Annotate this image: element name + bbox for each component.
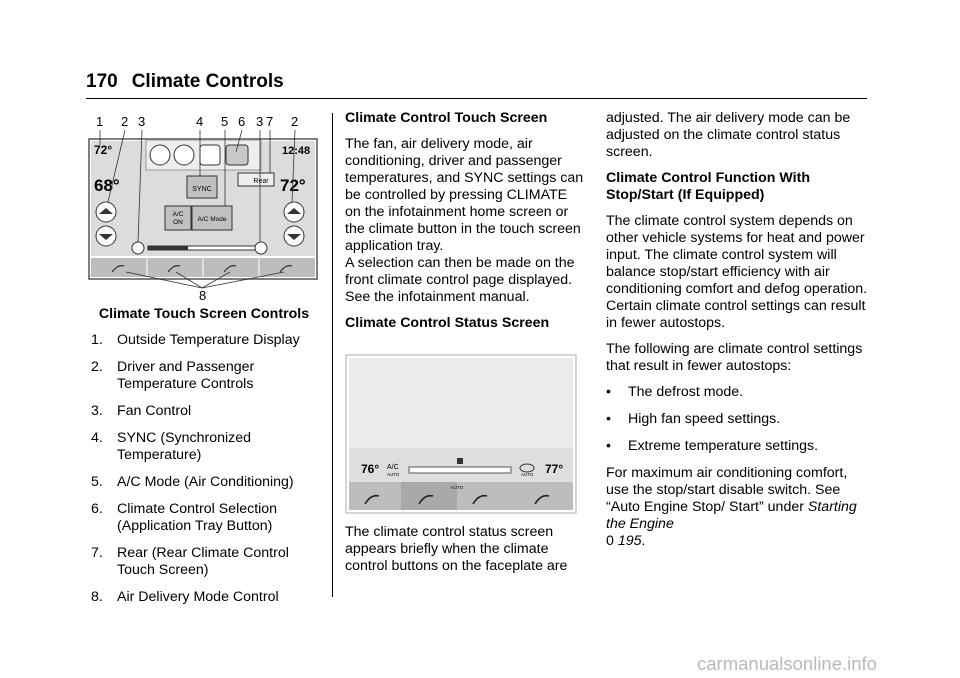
- page-ref-symbol: 0: [606, 533, 614, 549]
- status-right-temp: 77°: [545, 462, 564, 476]
- page-title: Climate Controls: [131, 71, 284, 92]
- paragraph: The fan, air delivery mode, air conditioning, driver and passenger temperatures, and SYNC settings can be controlled by pressing CLIMATE on the infotainment home screen or the climate button in the touch screen application tray.: [345, 136, 584, 254]
- callout-8: 8: [199, 288, 207, 302]
- list-number: 1.: [91, 332, 103, 348]
- ac-label: A/C: [172, 211, 184, 218]
- list-number: 6.: [91, 501, 103, 517]
- figure-caption: Climate Touch Screen Controls: [98, 306, 310, 322]
- cross-reference-title: Starting the Engine: [606, 499, 857, 532]
- bullet-item: [606, 384, 868, 401]
- callout-1: 1: [96, 114, 104, 129]
- list-text: Fan Control: [117, 403, 192, 419]
- status-left-temp: 76°: [361, 462, 380, 476]
- status-ac-auto: AUTO: [387, 472, 400, 477]
- climate-touch-screen-figure: [86, 110, 322, 302]
- column-2: [345, 110, 585, 584]
- section-heading: Climate Control Status Screen: [345, 315, 550, 331]
- callout-2: 2: [121, 114, 129, 129]
- list-item: [86, 474, 322, 491]
- paragraph: The climate control status screen appears briefly when the climate control buttons on the faceplate are: [345, 524, 568, 574]
- paragraph: A selection can then be made on the front climate control page displayed. See the infotainment manual.: [345, 255, 575, 305]
- header-rule: [86, 98, 867, 99]
- list-text: A/C Mode (Air Conditioning): [117, 474, 294, 490]
- list-item: [86, 545, 322, 579]
- paragraph: [606, 465, 868, 550]
- column-3: [606, 110, 868, 559]
- callout-5: 5: [221, 114, 229, 129]
- bullet-dot: •: [606, 384, 611, 400]
- clock: 12:48: [282, 145, 311, 157]
- callout-2b: 2: [291, 114, 299, 129]
- callout-3b: 3: [256, 114, 264, 129]
- bullet-item: [606, 438, 868, 455]
- status-ac-label: A/C: [387, 464, 399, 471]
- bullet-item: [606, 411, 868, 428]
- app-icon-1: [150, 145, 170, 165]
- fan-down-button: [132, 242, 144, 254]
- paragraph-end: .: [641, 533, 646, 549]
- paragraph: The climate control system depends on other vehicle systems for heat and power input. The climate control system will balance stop/start efficiency with air conditioning comfort and defog operation. Certain climate control settings can result in fewer autostops.: [606, 213, 868, 331]
- status-right-auto: AUTO: [521, 472, 534, 477]
- paragraph-text: For maximum air conditioning comfort, use the stop/start disable switch. See “Auto Engine Stop/ Start” under: [606, 465, 848, 515]
- callout-4: 4: [196, 114, 204, 129]
- list-item: [86, 359, 322, 393]
- bullet-dot: •: [606, 411, 611, 427]
- callout-3: 3: [138, 114, 146, 129]
- list-number: 5.: [91, 474, 103, 490]
- column-1: [86, 110, 322, 616]
- list-text: SYNC (Synchronized Temperature): [117, 430, 252, 463]
- status-fan-icon: [457, 458, 463, 464]
- passenger-temp: 72°: [280, 176, 306, 195]
- status-center-auto: AUTO: [450, 485, 464, 490]
- bullet-text: The defrost mode.: [628, 384, 744, 400]
- page-ref-link[interactable]: 195: [617, 533, 642, 549]
- globe-icon: [174, 145, 194, 165]
- list-item: [86, 589, 322, 606]
- watermark: carmanualsonline.info: [697, 653, 877, 674]
- paragraph: The following are climate control settings that result in fewer autostops:: [606, 341, 863, 374]
- list-text: Driver and Passenger Temperature Controls: [117, 359, 255, 392]
- list-item: [86, 403, 322, 420]
- bullet-text: Extreme temperature settings.: [628, 438, 819, 454]
- status-screen-body: [349, 358, 573, 448]
- ac-mode-label: A/C Mode: [197, 216, 227, 223]
- page-header: [86, 71, 284, 93]
- section-heading: Climate Control Touch Screen: [345, 110, 548, 126]
- outside-temp: 72°: [94, 143, 113, 157]
- fan-up-button: [255, 242, 267, 254]
- phone-icon: [200, 145, 220, 165]
- list-number: 4.: [91, 430, 103, 446]
- column-divider: [332, 113, 333, 597]
- section-heading: Climate Control Function With Stop/Start (If Equipped): [606, 170, 810, 203]
- list-number: 7.: [91, 545, 103, 561]
- callout-7: 7: [266, 114, 274, 129]
- list-text: Climate Control Selection (Application Tray Button): [117, 501, 278, 534]
- list-number: 3.: [91, 403, 103, 419]
- list-item: [86, 430, 322, 464]
- list-text: Rear (Rear Climate Control Touch Screen): [117, 545, 289, 578]
- page-number: 170: [86, 71, 118, 92]
- status-screen-figure: [345, 354, 577, 514]
- ac-on-label: ON: [173, 219, 183, 226]
- callout-6: 6: [238, 114, 246, 129]
- list-item: [86, 501, 322, 535]
- list-number: 8.: [91, 589, 103, 605]
- bullet-dot: •: [606, 438, 611, 454]
- rear-label: Rear: [253, 178, 269, 185]
- sync-label: SYNC: [192, 186, 212, 193]
- paragraph: adjusted. The air delivery mode can be adjusted on the climate control status screen.: [606, 110, 851, 160]
- status-fan-bar: [409, 467, 511, 473]
- driver-temp: 68°: [94, 176, 120, 195]
- bullet-text: High fan speed settings.: [628, 411, 781, 427]
- ac-button: [165, 206, 191, 230]
- list-text: Outside Temperature Display: [117, 332, 300, 348]
- list-item: [86, 332, 322, 349]
- list-number: 2.: [91, 359, 103, 375]
- list-text: Air Delivery Mode Control: [117, 589, 279, 605]
